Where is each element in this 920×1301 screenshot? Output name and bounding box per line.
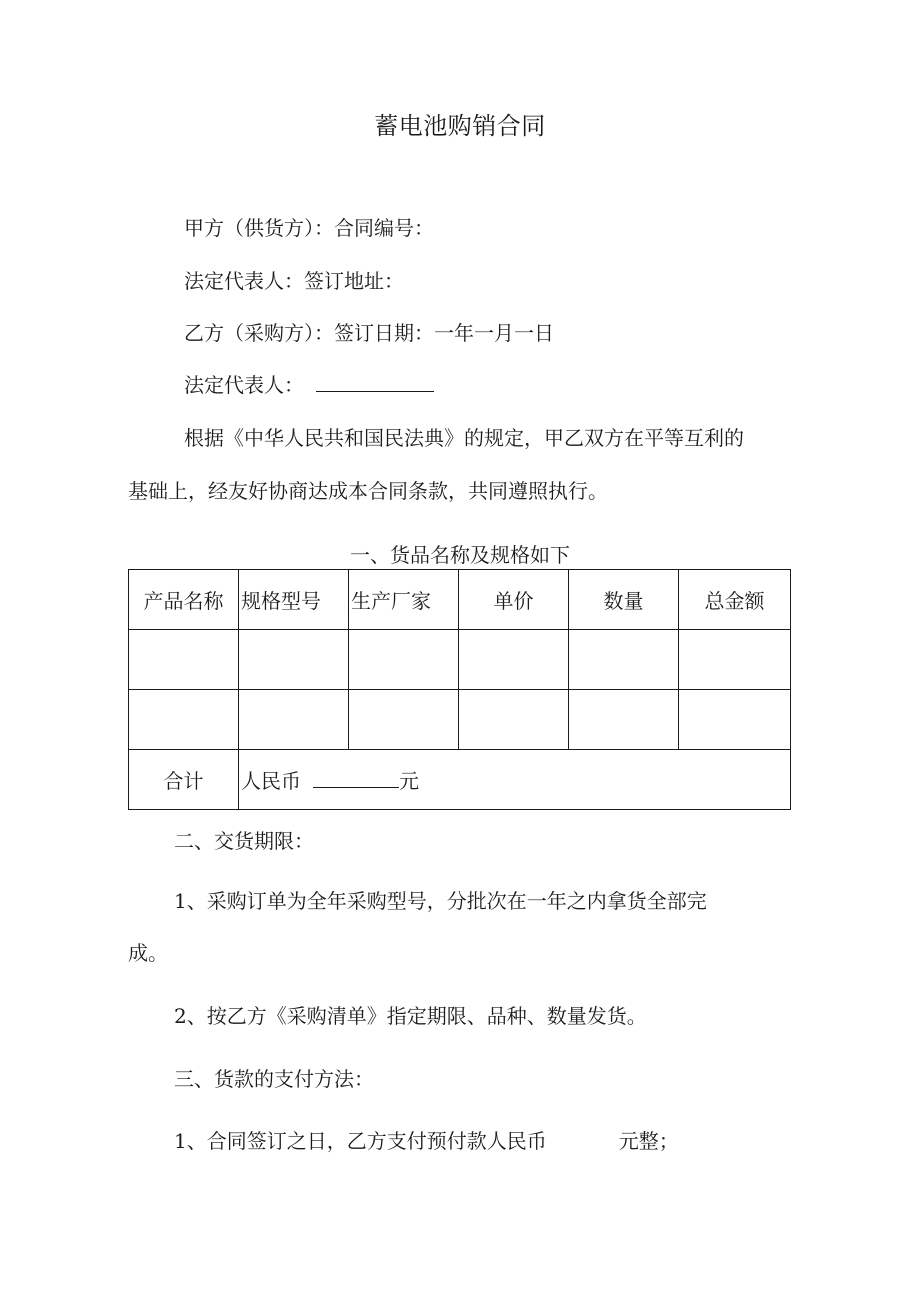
total-amount-blank [313,767,399,788]
table-header-row [129,570,791,630]
party-b-representative-label: 法定代表人： [184,373,304,397]
table-row [129,630,791,690]
table-total-row [129,750,791,810]
section3-item1 [174,1127,679,1155]
table-cell [349,630,459,690]
party-a-representative-line: 法定代表人：签订地址： [184,269,404,293]
table-row [129,690,791,750]
header-quantity: 数量 [569,570,679,630]
header-model: 规格型号 [239,570,349,630]
header-manufacturer: 生产厂家 [349,570,459,630]
document-title: 蓄电池购销合同 [374,112,546,140]
total-unit: 元 [399,769,419,793]
section3-item1-prefix: 1、合同签订之日，乙方支付预付款人民币 [174,1129,547,1153]
intro-line-2: 基础上，经友好协商达成本合同条款，共同遵照执行。 [128,479,608,503]
header-product-name: 产品名称 [129,570,239,630]
header-unit-price: 单价 [459,570,569,630]
party-a-line: 甲方（供货方）：合同编号： [184,216,434,240]
goods-table [128,569,791,810]
table-cell [679,690,791,750]
party-b-representative-line [184,371,434,399]
party-b-representative-blank [316,371,434,392]
table-cell [569,690,679,750]
table-cell [129,630,239,690]
total-label: 合计 [129,750,239,810]
table-cell [679,630,791,690]
section3-title: 三、货款的支付方法： [174,1067,374,1091]
table-cell [459,630,569,690]
total-currency: 人民币 [241,769,301,793]
table-cell [459,690,569,750]
table-cell [239,630,349,690]
header-total-amount: 总金额 [679,570,791,630]
section1-title: 一、货品名称及规格如下 [350,543,570,567]
total-value [239,750,791,810]
section2-title: 二、交货期限： [174,829,314,853]
party-b-line: 乙方（采购方）：签订日期：一年一月一日 [184,321,554,345]
section2-item2: 2、按乙方《采购清单》指定期限、品种、数量发货。 [174,1004,647,1028]
section3-item1-suffix: 元整； [618,1129,679,1153]
table-cell [349,690,459,750]
intro-line-1: 根据《中华人民共和国民法典》的规定，甲乙双方在平等互利的 [184,426,744,450]
section2-item1-line1: 1、采购订单为全年采购型号，分批次在一年之内拿货全部完 [174,889,707,913]
table-cell [569,630,679,690]
section2-item1-line2: 成。 [128,941,168,965]
table-cell [239,690,349,750]
table-cell [129,690,239,750]
